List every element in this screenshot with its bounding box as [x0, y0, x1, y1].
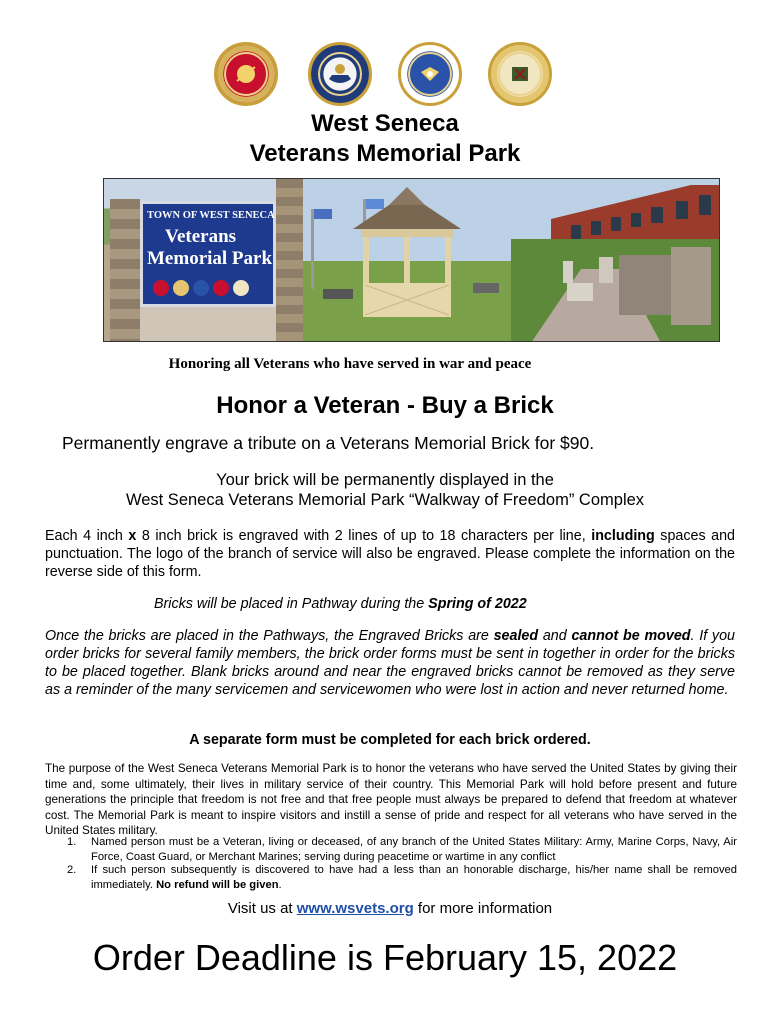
purpose-paragraph: The purpose of the West Seneca Veterans Memorial Park is to honor the veterans who have served the United States by giving their time and, some ultimately, their lives in military service of their country. This Memorial Park will hold before present and future generations the principle that freedom is not free and that free people must always be prepared to defend that freedom at whatever cost. The Memorial Park is meant to inspire visitors and instill a sense of pride and respect for all veterans who have served in the United States military. [45, 762, 737, 837]
page-title-line2: Veterans Memorial Park [249, 140, 521, 167]
tribute-text: Permanently engrave a tribute on a Veterans Memorial Brick for $90. [62, 433, 595, 453]
photo-strip [103, 178, 720, 342]
placement-note: Bricks will be placed in Pathway during the Spring of 2022 [154, 596, 527, 612]
army-seal-icon [488, 42, 552, 106]
headline: Honor a Veteran - Buy a Brick [216, 392, 554, 419]
page-title-line1: West Seneca [311, 110, 459, 137]
air-force-seal-icon [398, 42, 462, 106]
brick-spec-paragraph: Each 4 inch x 8 inch brick is engraved with 2 lines of up to 18 characters per line, including spaces and punctuation. The logo of the branch of service will also be engraved. Please complete the information on the reverse side of this form. [45, 528, 735, 580]
display-line2: West Seneca Veterans Memorial Park “Walkway of Freedom” Complex [125, 491, 645, 509]
visit-line: Visit us at www.wsvets.org for more information [227, 900, 553, 917]
separate-form-note: A separate form must be completed for each brick ordered. [189, 732, 591, 748]
gazebo-photo [303, 179, 511, 342]
park-sign-photo [104, 179, 303, 342]
rules-list: 1. Named person must be a Veteran, living or deceased, of any branch of the United States Military: Army, Marine Corps, Navy, Air Force, Coast Guard, or Merchant Marines; serving during peacetime or wartime in any conflict 2. If such person subsequently is discovered to have had a less than an honorable discharge, his/her name shall be removed immediately. No refund will be given. [67, 836, 737, 891]
sign-line1: TOWN OF WEST SENECA [147, 210, 275, 221]
sign-line2: Veterans [165, 226, 237, 247]
website-link[interactable]: www.wsvets.org [296, 900, 414, 917]
notice-paragraph: Once the bricks are placed in the Pathways, the Engraved Bricks are sealed and cannot be moved. If you order bricks for several family members, the brick order forms must be sent in together in order for the bricks to be placed together. Blank bricks around and near the engraved bricks cannot be removed as they serve as a reminder of the many servicemen and servicewomen who were lost in action and never returned home. [45, 628, 735, 698]
order-deadline: Order Deadline is February 15, 2022 [92, 937, 678, 978]
navy-seal-icon [308, 42, 372, 106]
park-sign [140, 201, 276, 307]
display-line1: Your brick will be permanently displayed in the [216, 471, 554, 489]
sign-line3: Memorial Park [147, 248, 273, 269]
marine-corps-seal-icon [214, 42, 278, 106]
photo-caption: Honoring all Veterans who have served in war and peace [168, 356, 532, 372]
memorial-building-photo [511, 179, 720, 342]
